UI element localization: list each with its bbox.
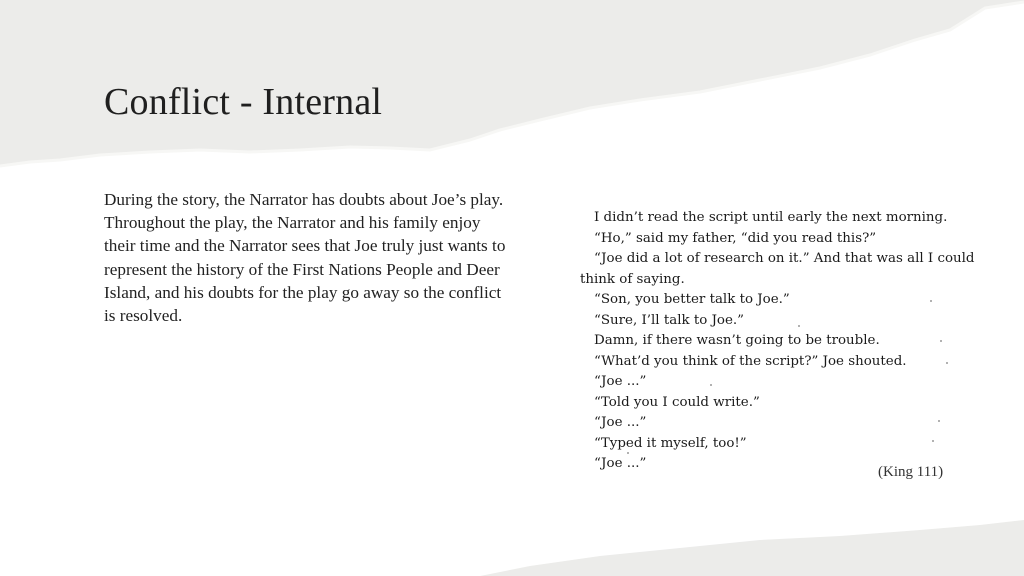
excerpt-line: “What’d you think of the script?” Joe shouted.	[594, 353, 907, 369]
slide-title: Conflict - Internal	[104, 81, 383, 123]
excerpt-line: “Joe ...”	[594, 456, 647, 471]
excerpt-line: “Typed it myself, too!”	[594, 435, 747, 451]
scan-speck	[946, 362, 948, 364]
excerpt-line: “Son, you better talk to Joe.”	[594, 292, 790, 307]
excerpt-line: “Told you I could write.”	[594, 394, 760, 410]
excerpt-line: “Joe ...”	[594, 374, 647, 389]
scan-speck	[932, 440, 934, 442]
torn-paper-bottom	[480, 520, 1024, 576]
citation: (King 111)	[878, 464, 944, 480]
excerpt-line: “Joe ...”	[594, 415, 647, 430]
scan-speck	[798, 325, 800, 327]
excerpt-line: “Sure, I’ll talk to Joe.”	[594, 312, 745, 328]
body-paragraph: During the story, the Narrator has doubts about Joe’s play. Throughout the play, the Narrator and his family enjoy their time and the Narrator sees that Joe truly just wants to represent the history of the First Nations People and Deer Island, and his doubts for the play go away so the conflict is resolved.	[104, 190, 506, 326]
excerpt-line: Damn, if there wasn’t going to be trouble.	[594, 333, 880, 348]
excerpt-line: “Joe did a lot of research on it.” And that was all I could	[594, 251, 975, 266]
excerpt-line: I didn’t read the script until early the next morning.	[594, 210, 948, 225]
scan-speck	[940, 340, 942, 342]
book-excerpt	[580, 208, 975, 475]
scan-speck	[938, 420, 940, 422]
scan-speck	[930, 300, 932, 302]
scan-speck	[710, 384, 712, 386]
excerpt-line: “Ho,” said my father, “did you read this?”	[594, 230, 877, 246]
scan-speck	[627, 452, 629, 454]
excerpt-line: think of saying.	[580, 271, 685, 287]
